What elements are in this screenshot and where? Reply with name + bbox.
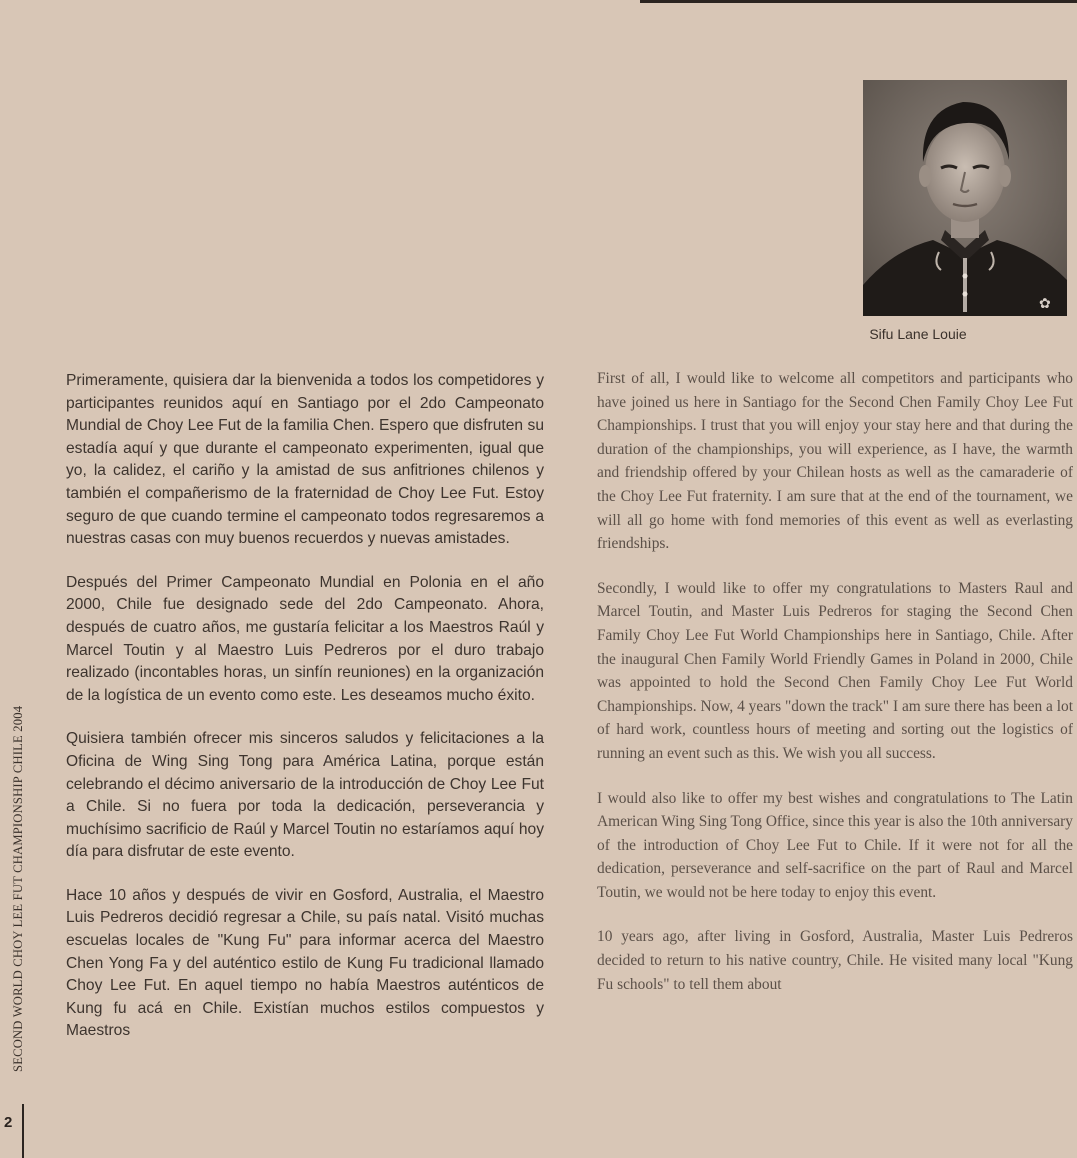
english-paragraph: I would also like to offer my best wishes and congratulations to The Latin American Wing Sing Tong Office, since this year is also the 10th anniversary of the introduction of Choy Lee Fut to Chile. If it were not for all the dedication, perseverance and self-sacrifice on the part of Raul and Marcel Toutin, we would not be here today to enjoy this event. (597, 789, 1073, 901)
english-column (597, 367, 1073, 1017)
spanish-column (66, 370, 544, 1064)
portrait-image (863, 80, 1067, 316)
photo-caption: Sifu Lane Louie (869, 326, 967, 342)
english-paragraph: Secondly, I would like to offer my congratulations to Masters Raul and Marcel Toutin, and Master Luis Pedreros for staging the Second Chen Family Choy Lee Fut World Championships here in Santiago, Chile. After the inaugural Chen Family World Friendly Games in Poland in 2000, Chile was appointed to hold the Second Chen Family Choy Lee Fut World Championships. Now, 4 years "down the track" I am sure there has been a lot of hard work, countless hours of meeting and sorting out the logistics of running an event such as this. We wish you all success. (597, 579, 1073, 762)
svg-text:✿: ✿ (1039, 296, 1051, 312)
english-paragraph: 10 years ago, after living in Gosford, Australia, Master Luis Pedreros decided to return to his native country, Chile. He visited many local "Kung Fu schools" to tell them about (597, 928, 1073, 993)
page-number-divider (22, 1104, 24, 1158)
spanish-paragraph: Hace 10 años y después de vivir en Gosford, Australia, el Maestro Luis Pedreros decidió regresar a Chile, su país natal. Visitó muchas escuelas locales de "Kung Fu" para informar acerca del Maestro Chen Yong Fa y del auténtico estilo de Kung Fu tradicional llamado Choy Lee Fut. En aquel tiempo no había Maestros auténticos de Kung fu acá en Chile. Existían muchos estilos compuestos y Maestros (66, 886, 544, 1040)
spanish-paragraph: Primeramente, quisiera dar la bienvenida a todos los competidores y participantes reunidos aquí en Santiago por el 2do Campeonato Mundial de Choy Lee Fut de la familia Chen. Espero que disfruten su estadía aquí y que durante el campeonato experimenten, igual que yo, la calidez, el cariño y la amistad de sus anfitriones chilenos y también el compañerismo de la fraternidad de Choy Lee Fut. Estoy seguro de que cuando termine el campeonato todos regresaremos a nuestras casas con muy buenos recuerdos y nuevas amistades. (66, 372, 544, 548)
page-number: 2 (4, 1114, 13, 1131)
spanish-paragraph: Quisiera también ofrecer mis sinceros saludos y felicitaciones a la Oficina de Wing Sing Tong para América Latina, porque están celebrando el décimo aniversario de la introducción de Choy Lee Fut a Chile. Si no fuera por toda la dedicación, perseverancia y muchísimo sacrificio de Raúl y Marcel Toutin no estaríamos aquí hoy día para disfrutar de este evento. (66, 730, 544, 861)
running-title: SECOND WORLD CHOY LEE FUT CHAMPIONSHIP CHILE 2004 (11, 705, 25, 1072)
spanish-paragraph: Después del Primer Campeonato Mundial en Polonia en el año 2000, Chile fue designado sede del 2do Campeonato. Ahora, después de cuatro años, me gustaría felicitar a los Maestros Raúl y Marcel Toutin y al Maestro Luis Pedreros por el duro trabajo realizado (incontables horas, un sinfín reuniones) en la organización de la logística de un evento como este. Les deseamos mucho éxito. (66, 573, 544, 704)
portrait-photo (863, 80, 1067, 316)
top-rule (640, 0, 1077, 3)
english-paragraph: First of all, I would like to welcome all competitors and participants who have joined us here in Santiago for the Second Chen Family Choy Lee Fut Championships. I trust that you will enjoy your stay here and that during the duration of the championships, you will experience, as I have, the warmth and friendship offered by your Chilean hosts as well as the camaraderie of the Choy Lee Fut fraternity. I am sure that at the end of the tournament, we will all go home with fond memories of this event as well as everlasting friendships. (597, 370, 1073, 553)
